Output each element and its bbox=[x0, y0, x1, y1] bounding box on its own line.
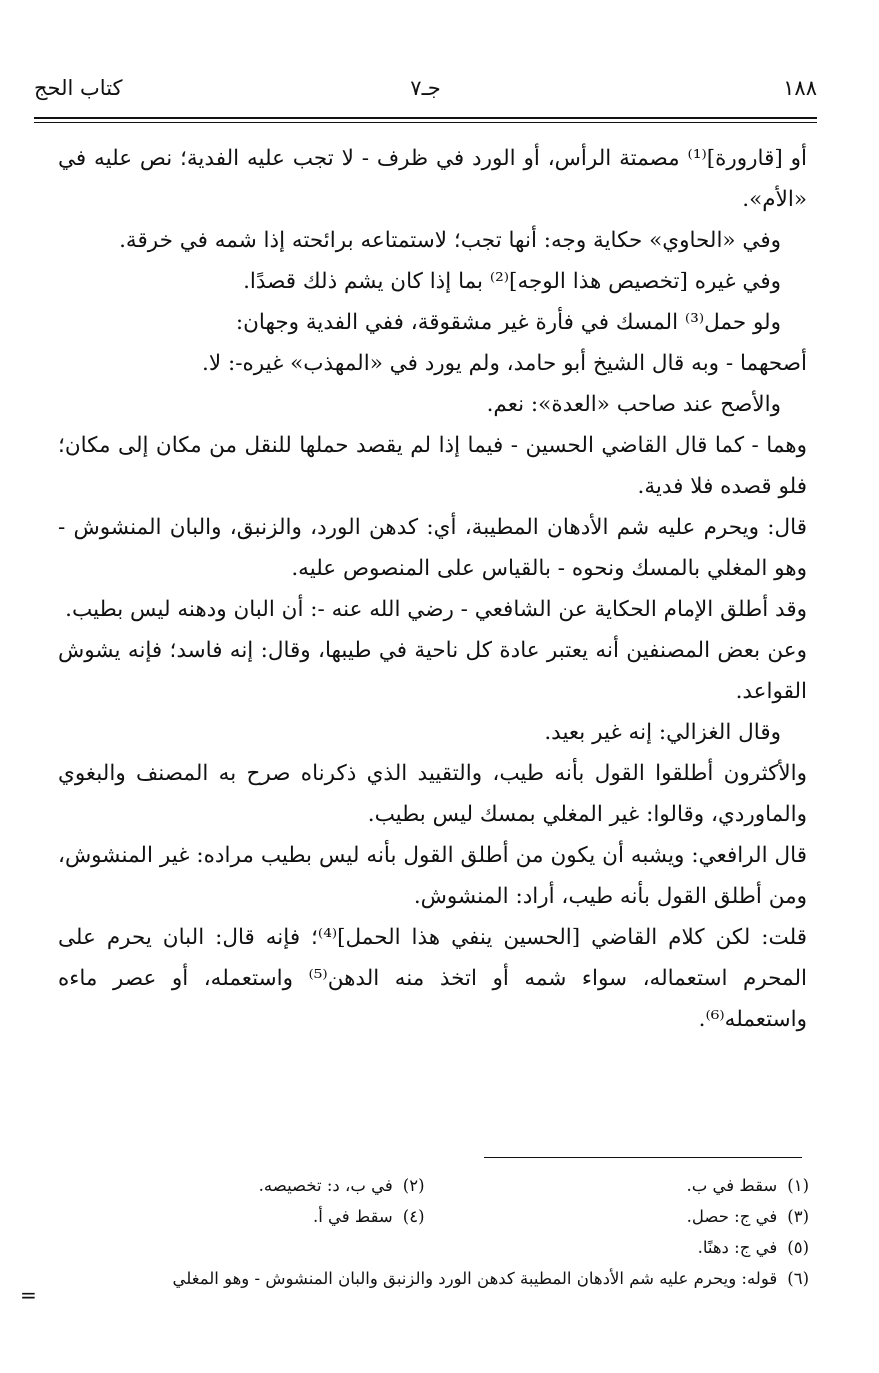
paragraph: وقد أطلق الإمام الحكاية عن الشافعي - رضي الله عنه -: أن البان ودهنه ليس بطيب. bbox=[65, 597, 807, 622]
footnote-number: (٣) bbox=[787, 1207, 809, 1226]
footnote-2 bbox=[40, 1170, 425, 1201]
paragraph: أصحهما - وبه قال الشيخ أبو حامد، ولم يورد في «المهذب» غيره-: لا. bbox=[202, 351, 807, 376]
footnote-text: قوله: ويحرم عليه شم الأدهان المطيبة كدهن الورد والزنبق والبان المنشوش - وهو المغلي bbox=[172, 1269, 778, 1288]
paragraph: والأكثرون أطلقوا القول بأنه طيب، والتقييد الذي ذكرناه صرح به المصنف والبغوي والماوردي، وقالوا: غير المغلي بمسك ليس بطيب. bbox=[58, 761, 807, 827]
paragraph: قال: ويحرم عليه شم الأدهان المطيبة، أي: كدهن الورد، والزنبق، والبان المنشوش - وهو المغلي بالمسك ونحوه - بالقياس على المنصوص عليه. bbox=[58, 515, 807, 581]
footnote-4 bbox=[40, 1201, 425, 1232]
footnote-6 bbox=[40, 1263, 809, 1294]
paragraph: وعن بعض المصنفين أنه يعتبر عادة كل ناحية في طيبها، وقال: إنه فاسد؛ فإنه يشوش القواعد. bbox=[58, 638, 807, 704]
footnote-text: سقط في ب. bbox=[686, 1176, 778, 1195]
footnote-number: (٦) bbox=[787, 1269, 809, 1288]
footnote-text: في ب، د: تخصيصه. bbox=[258, 1176, 393, 1195]
footnote-text: سقط في أ. bbox=[312, 1207, 393, 1226]
main-text bbox=[58, 138, 807, 1040]
paragraph: وفي غيره [تخصيص هذا الوجه]⁽²⁾ بما إذا كان يشم ذلك قصدًا. bbox=[243, 269, 781, 294]
footnote-3 bbox=[425, 1201, 810, 1232]
footnote-text: في ج: حصل. bbox=[686, 1207, 778, 1226]
footnotes bbox=[40, 1170, 809, 1294]
paragraph: والأصح عند صاحب «العدة»: نعم. bbox=[486, 392, 781, 417]
paragraph: وقال الغزالي: إنه غير بعيد. bbox=[544, 720, 781, 745]
page-number: ١٨٨ bbox=[783, 76, 817, 100]
paragraph: ولو حمل⁽³⁾ المسك في فأرة غير مشقوقة، ففي الفدية وجهان: bbox=[235, 310, 781, 335]
footnote-row bbox=[40, 1201, 809, 1232]
paragraph: قال الرافعي: ويشبه أن يكون من أطلق القول بأنه ليس بطيب مراده: غير المنشوش، ومن أطلق القول بأنه طيب، أراد: المنشوش. bbox=[58, 843, 807, 909]
footnote-row bbox=[40, 1170, 809, 1201]
header-rule-thin bbox=[34, 122, 817, 123]
header-rule-thick bbox=[34, 117, 817, 119]
footnote-5 bbox=[40, 1232, 809, 1263]
footnote-number: (٥) bbox=[787, 1238, 809, 1257]
footnote-1 bbox=[425, 1170, 810, 1201]
page-header bbox=[34, 76, 817, 112]
paragraph: قلت: لكن كلام القاضي [الحسين ينفي هذا الحمل]⁽⁴⁾؛ فإنه قال: البان يحرم على المحرم استعماله، سواء شمه أو اتخذ منه الدهن⁽⁵⁾ واستعمله، أو عصر ماءه واستعمله⁽⁶⁾. bbox=[58, 925, 808, 1032]
paragraph: وفي «الحاوي» حكاية وجه: أنها تجب؛ لاستمتاعه برائحته إذا شمه في خرقة. bbox=[119, 228, 781, 253]
footnote-text: في ج: دهنًا. bbox=[697, 1238, 778, 1257]
continuation-mark: = bbox=[20, 1283, 37, 1307]
footnote-number: (٢) bbox=[402, 1176, 425, 1195]
footnote-rule bbox=[484, 1157, 802, 1158]
paragraph: أو [قارورة]⁽¹⁾ مصمتة الرأس، أو الورد في ظرف - لا تجب عليه الفدية؛ نص عليه في «الأم». bbox=[58, 146, 807, 212]
paragraph: وهما - كما قال القاضي الحسين - فيما إذا لم يقصد حملها للنقل من مكان إلى مكان؛ فلو قصده فلا فدية. bbox=[58, 433, 807, 499]
footnote-number: (١) bbox=[787, 1176, 809, 1195]
book-title: كتاب الحج bbox=[34, 76, 123, 100]
footnote-number: (٤) bbox=[402, 1207, 425, 1226]
volume-label: جـ٧ bbox=[410, 76, 441, 100]
